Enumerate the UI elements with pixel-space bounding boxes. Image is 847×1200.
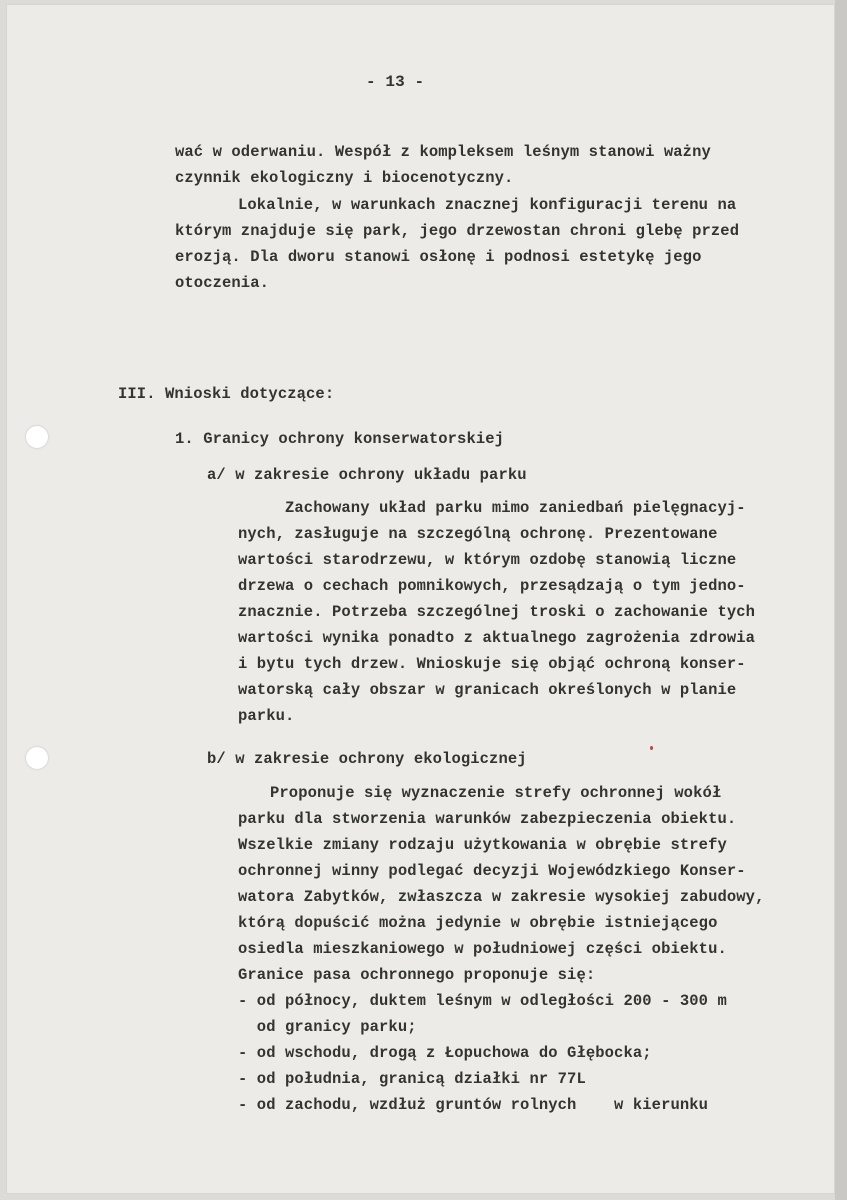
subsection-heading-b: b/ w zakresie ochrony ekologicznej — [207, 750, 527, 768]
list-item: od granicy parku; — [238, 1018, 417, 1036]
text-line: Proponuje się wyznaczenie strefy ochronnej wokół — [270, 784, 722, 802]
text-line: nych, zasługuje na szczególną ochronę. Prezentowane — [238, 525, 718, 543]
section-heading: III. Wnioski dotyczące: — [118, 385, 335, 403]
text-line: parku. — [238, 707, 295, 725]
ink-speck — [650, 746, 653, 750]
list-item: - od zachodu, wzdłuż gruntów rolnych w kierunku — [238, 1096, 709, 1114]
scan-edge — [835, 0, 847, 1200]
text-line: osiedla mieszkaniowego w południowej części obiektu. — [238, 940, 727, 958]
text-line: Wszelkie zmiany rodzaju użytkowania w obrębie strefy — [238, 836, 727, 854]
subsection-heading: 1. Granicy ochrony konserwatorskiej — [175, 430, 505, 448]
text-line: erozją. Dla dworu stanowi osłonę i podnosi estetykę jego — [175, 248, 702, 266]
text-line: otoczenia. — [175, 274, 270, 292]
text-line: parku dla stworzenia warunków zabezpieczenia obiektu. — [238, 810, 737, 828]
page-number: - 13 - — [366, 73, 425, 91]
list-item: - od wschodu, drogą z Łopuchowa do Głębocka; — [238, 1044, 652, 1062]
text-line: wartości starodrzewu, w którym ozdobę stanowią liczne — [238, 551, 737, 569]
subsection-heading-a: a/ w zakresie ochrony układu parku — [207, 466, 527, 484]
text-line: Lokalnie, w warunkach znacznej konfiguracji terenu na — [238, 196, 737, 214]
text-line: watorską cały obszar w granicach określonych w planie — [238, 681, 737, 699]
punch-hole-top — [26, 426, 48, 448]
text-line: Granice pasa ochronnego proponuje się: — [238, 966, 596, 984]
text-line: Zachowany układ parku mimo zaniedbań pielęgnacyj- — [285, 499, 746, 517]
text-line: watora Zabytków, zwłaszcza w zakresie wysokiej zabudowy, — [238, 888, 765, 906]
text-line: którą dopuścić można jedynie w obrębie istniejącego — [238, 914, 718, 932]
text-line: drzewa o cechach pomnikowych, przesądzają o tym jedno- — [238, 577, 746, 595]
punch-hole-bottom — [26, 747, 48, 769]
list-item: - od południa, granicą działki nr 77L — [238, 1070, 586, 1088]
text-line: wartości wynika ponadto z aktualnego zagrożenia zdrowia — [238, 629, 756, 647]
text-line: czynnik ekologiczny i biocenotyczny. — [175, 169, 514, 187]
text-line: i bytu tych drzew. Wnioskuje się objąć ochroną konser- — [238, 655, 746, 673]
text-line: ochronnej winny podlegać decyzji Wojewódzkiego Konser- — [238, 862, 746, 880]
text-line: wać w oderwaniu. Wespół z kompleksem leśnym stanowi ważny — [175, 143, 711, 161]
text-line: znacznie. Potrzeba szczególnej troski o zachowanie tych — [238, 603, 756, 621]
list-item: - od północy, duktem leśnym w odległości 200 - 300 m — [238, 992, 727, 1010]
text-line: którym znajduje się park, jego drzewostan chroni glebę przed — [175, 222, 740, 240]
